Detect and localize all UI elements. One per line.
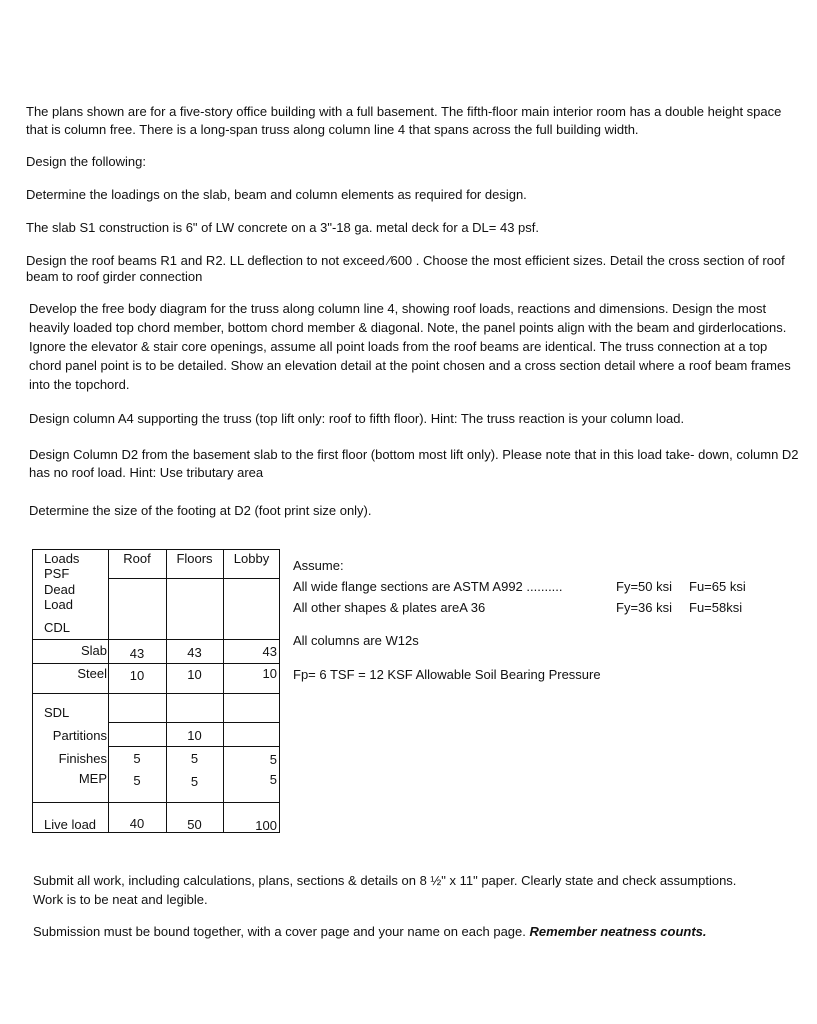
slab-lobby: 43 bbox=[262, 644, 277, 659]
steel-roof: 10 bbox=[129, 668, 145, 683]
sdl-label: SDL bbox=[44, 705, 70, 720]
truss-paragraph: Develop the free body diagram for the truss along column line 4, showing roof loads, reactions and dimensions. Design the most heavily loaded top chord member, bottom chord member & diagonal. Note, the panel points align with the beam and girderlocations. Ignore the elevator & stair core openings, assume all point loads from the roof beams are identical. The truss connection at a top chord panel point is to be detailed. Show an elevation detail at the point chosen and a cross section detail where a roof beam frames into the topchord. bbox=[29, 301, 791, 392]
roof-beams-paragraph: Design the roof beams R1 and R2. LL deflection to not exceed ⁄600 . Choose the most efficient sizes. Detail the cross section of roof beam to roof girder connection bbox=[26, 253, 785, 284]
live-floors: 50 bbox=[187, 817, 202, 832]
footing-paragraph: Determine the size of the footing at D2 (foot print size only). bbox=[29, 503, 372, 518]
slab-floors: 43 bbox=[187, 645, 202, 660]
col-header-roof: Roof bbox=[123, 551, 151, 566]
finishes-label: Finishes bbox=[58, 751, 107, 766]
steel-label: Steel bbox=[77, 666, 107, 681]
loadings-paragraph: Determine the loadings on the slab, beam and column elements as required for design. bbox=[26, 187, 527, 202]
finishes-floors: 5 bbox=[190, 751, 199, 766]
loads-table bbox=[32, 549, 280, 833]
dead-load-label: Dead Load bbox=[44, 582, 76, 612]
intro-paragraph: The plans shown are for a five-story office building with a full basement. The fifth-floor main interior room has a double height space that is column free. There is a long-span truss along column line 4 that spans across the full building width. bbox=[26, 104, 782, 137]
mep-floors: 5 bbox=[190, 774, 199, 789]
assume-title: Assume: bbox=[293, 558, 344, 573]
assume-wf-fu: Fu=65 ksi bbox=[689, 579, 746, 594]
mep-label: MEP bbox=[78, 771, 107, 786]
assume-columns: All columns are W12s bbox=[293, 633, 419, 648]
assume-soil: Fp= 6 TSF = 12 KSF Allowable Soil Bearing Pressure bbox=[293, 667, 601, 682]
finishes-lobby: 5 bbox=[269, 752, 277, 767]
submission-text: Submission must be bound together, with a cover page and your name on each page. bbox=[33, 924, 526, 939]
submission-paragraph bbox=[33, 922, 753, 941]
partitions-floors: 10 bbox=[187, 728, 202, 743]
col-header-floors: Floors bbox=[176, 551, 213, 566]
mep-lobby: 5 bbox=[269, 772, 277, 787]
mep-roof: 5 bbox=[133, 773, 141, 788]
steel-floors: 10 bbox=[187, 667, 202, 682]
column-d2-paragraph: Design Column D2 from the basement slab to the first floor (bottom most lift only). Please note that in this load take- down, column D2 has no roof load. Hint: Use tributary area bbox=[29, 447, 799, 480]
design-following-heading: Design the following: bbox=[26, 154, 146, 169]
neatness-note: Remember neatness counts. bbox=[529, 924, 707, 939]
submit-paragraph: Submit all work, including calculations, plans, sections & details on 8 ½" x 11" paper. Clearly state and check assumptions. Work is to be neat and legible. bbox=[33, 873, 737, 907]
assume-wf-fy: Fy=50 ksi bbox=[616, 579, 672, 594]
live-load-label: Live load bbox=[44, 817, 97, 832]
assume-other-fy: Fy=36 ksi bbox=[616, 600, 672, 615]
slab-paragraph: The slab S1 construction is 6" of LW concrete on a 3"-18 ga. metal deck for a DL= 43 psf. bbox=[26, 220, 540, 235]
assume-other-shapes: All other shapes & plates areA 36 bbox=[293, 600, 486, 615]
cdl-label: CDL bbox=[44, 620, 71, 635]
column-a4-paragraph: Design column A4 supporting the truss (top lift only: roof to fifth floor). Hint: The truss reaction is your column load. bbox=[29, 411, 685, 426]
assume-other-fu: Fu=58ksi bbox=[689, 600, 743, 615]
steel-lobby: 10 bbox=[262, 666, 277, 681]
live-lobby: 100 bbox=[255, 818, 277, 833]
slab-label: Slab bbox=[80, 643, 107, 658]
loads-psf-header: Loads PSF bbox=[44, 551, 80, 581]
partitions-label: Partitions bbox=[52, 728, 107, 743]
live-roof: 40 bbox=[129, 816, 145, 831]
finishes-roof: 5 bbox=[133, 751, 141, 766]
assume-wide-flange: All wide flange sections are ASTM A992 .......... bbox=[293, 579, 563, 594]
col-header-lobby: Lobby bbox=[233, 551, 270, 566]
slab-roof: 43 bbox=[129, 646, 145, 661]
